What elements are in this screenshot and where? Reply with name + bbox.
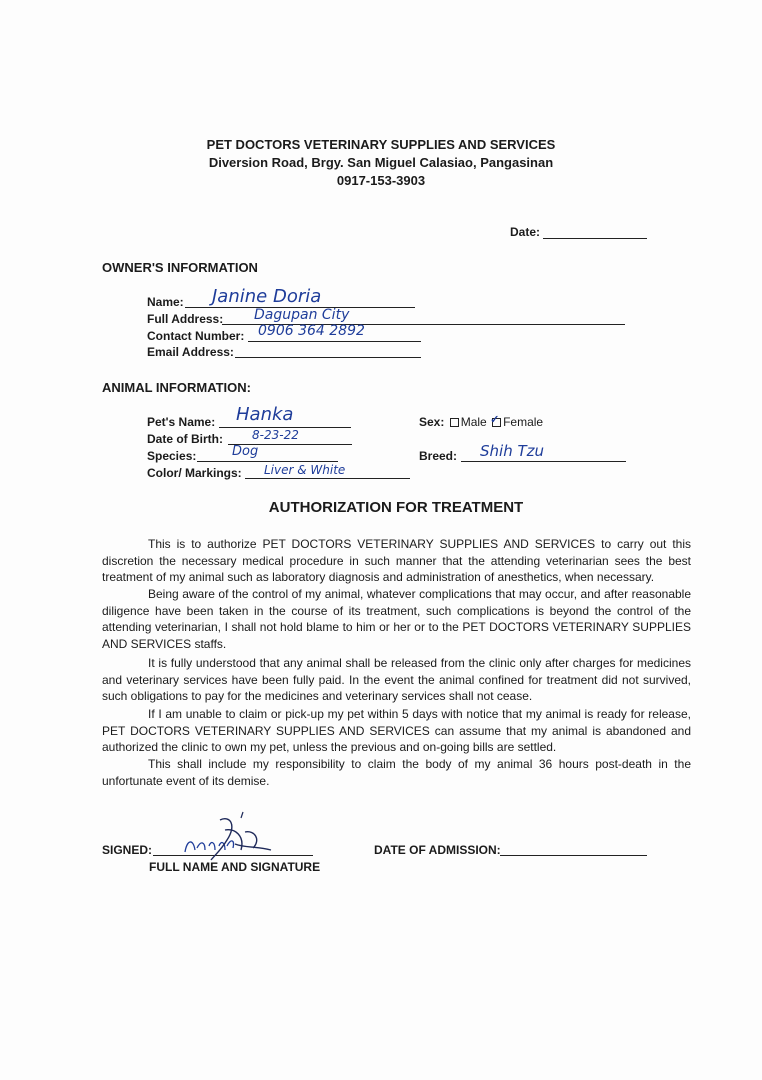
species-line[interactable] <box>197 461 338 462</box>
breed-line[interactable] <box>461 461 626 462</box>
signature-caption: FULL NAME AND SIGNATURE <box>149 860 321 874</box>
male-checkbox[interactable] <box>450 418 459 427</box>
pet-name-label: Pet's Name: <box>147 415 216 429</box>
email-label: Email Address: <box>147 345 234 359</box>
name-value: Janine Doria <box>212 286 322 307</box>
auth-paragraph-5: This shall include my responsibility to claim the body of my animal 36 hours post-death in the unfortunate event of its demise. <box>102 757 691 788</box>
email-line[interactable] <box>235 357 421 358</box>
company-name: PET DOCTORS VETERINARY SUPPLIES AND SERVICES <box>206 137 556 152</box>
contact-value: 0906 364 2892 <box>258 323 365 339</box>
female-checkbox[interactable]: ✓ <box>490 414 500 427</box>
admission-label: DATE OF ADMISSION: <box>374 843 501 857</box>
female-label: Female <box>503 415 544 429</box>
date-label: Date: <box>510 225 541 239</box>
color-label: Color/ Markings: <box>147 466 242 480</box>
breed-value: Shih Tzu <box>480 442 545 460</box>
authorization-title: AUTHORIZATION FOR TREATMENT <box>268 499 524 516</box>
sex-field <box>419 415 543 429</box>
auth-paragraph-2: Being aware of the control of my animal, whatever complications that may occur, and after reasonable diligence have been taken in the course of its treatment, such complications is beyond the control of the attending veterinarian, I shall not hold blame to him or her or to the PET DOCTORS VETERINARY SUPPLIES AND SERVICES staffs. <box>102 587 691 651</box>
contact-label: Contact Number: <box>147 329 245 343</box>
address-label: Full Address: <box>147 312 224 326</box>
species-label: Species: <box>147 449 197 463</box>
breed-label: Breed: <box>419 449 458 463</box>
animal-section-title: ANIMAL INFORMATION: <box>102 380 251 395</box>
admission-line[interactable] <box>500 855 647 856</box>
color-value: Liver & White <box>264 463 346 477</box>
pet-name-value: Hanka <box>236 404 294 425</box>
sex-label: Sex: <box>419 415 445 429</box>
dob-value: 8-23-22 <box>252 428 299 442</box>
company-address: Diversion Road, Brgy. San Miguel Calasiao, Pangasinan <box>208 155 554 170</box>
company-phone: 0917-153-3903 <box>336 173 426 188</box>
address-value: Dagupan City <box>254 307 350 323</box>
name-label: Name: <box>147 295 184 309</box>
contact-line[interactable] <box>248 341 421 342</box>
species-value: Dog <box>232 444 259 459</box>
auth-paragraph-4: If I am unable to claim or pick-up my pet within 5 days with notice that my animal is ready for release, PET DOCTORS VETERINARY SUPPLIES AND SERVICES can assume that my animal is abandoned and authorized the clinic to own my pet, unless the previous and on-going bills are settled. <box>102 707 691 754</box>
male-label: Male <box>460 415 487 429</box>
date-line[interactable] <box>543 238 647 239</box>
dob-label: Date of Birth: <box>147 432 223 446</box>
signature-image <box>175 810 285 865</box>
auth-paragraph-1: This is to authorize PET DOCTORS VETERINARY SUPPLIES AND SERVICES to carry out this discretion the necessary medical procedure in such manner that the attending veterinarian sees the best treatment of my animal such as laboratory diagnosis and administration of anesthetics, when necessary. <box>102 537 691 584</box>
color-line[interactable] <box>245 478 410 479</box>
auth-paragraph-3: It is fully understood that any animal shall be released from the clinic only after charges for medicines and veterinary services have been fully paid. In the event the animal confined for treatment did not survived, such obligations to pay for the medicines and veterinary services shall not cease. <box>102 656 691 703</box>
owner-section-title: OWNER'S INFORMATION <box>102 260 258 275</box>
signed-label: SIGNED: <box>102 843 153 857</box>
